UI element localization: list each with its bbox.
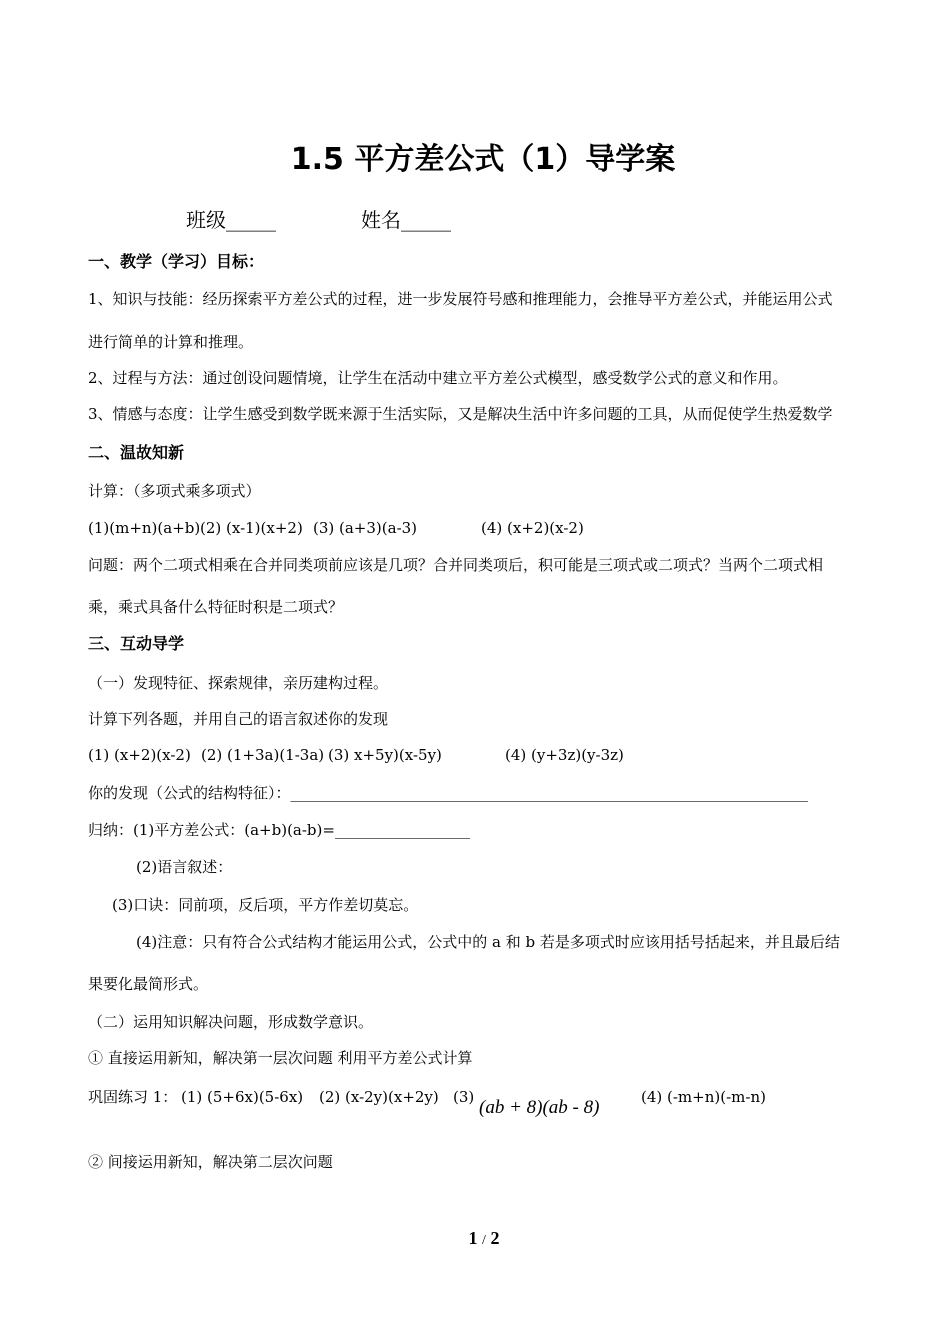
goal-process: 2、过程与方法：通过创设问题情境，让学生在活动中建立平方差公式模型，感受数学公式的意义和作用。 xyxy=(88,369,788,387)
practice-item: (1) (5+6x)(5-6x) xyxy=(181,1088,304,1106)
page-title: 1.5 平方差公式（1）导学案 xyxy=(290,142,676,177)
review-item: (3) (a+3)(a-3) xyxy=(313,519,418,537)
question-line1: 问题：两个二项式相乘在合并同类项前应该是几项？合并同类项后，积可能是三项式或二项式？当两个二项式相 xyxy=(88,556,824,574)
note-line2: 果要化最简形式。 xyxy=(88,975,209,993)
level2-heading: ② 间接运用新知，解决第二层次问题 xyxy=(88,1153,333,1171)
calc-label: 计算：（多项式乘多项式） xyxy=(88,482,261,500)
part1-instruction: 计算下列各题，并用自己的语言叙述你的发现 xyxy=(88,710,389,728)
practice-item: (3) xyxy=(453,1088,475,1106)
page-current: 1 xyxy=(468,1228,478,1248)
practice-item: (4) (-m+n)(-m-n) xyxy=(641,1088,766,1106)
part1-heading: （一）发现特征、探索规律，亲历建构过程。 xyxy=(88,674,389,692)
explore-item: (3) x+5y)(x-5y) xyxy=(328,746,442,764)
note-line1: (4)注意：只有符合公式结构才能运用公式，公式中的 a 和 b 若是多项式时应该用括号括起来，并且最后结 xyxy=(136,933,840,951)
summary-mnemonic: (3)口诀：同前项，反后项，平方作差切莫忘。 xyxy=(112,896,419,914)
summary-verbal: (2)语言叙述： xyxy=(136,858,233,876)
practice-item: (2) (x-2y)(x+2y) xyxy=(319,1088,439,1106)
goal-knowledge-line1: 1、知识与技能：经历探索平方差公式的过程，进一步发展符号感和推理能力，会推导平方差公式，并能运用公式 xyxy=(88,290,833,308)
goal-knowledge-line2: 进行简单的计算和推理。 xyxy=(88,333,254,351)
review-item: (2) (x-1)(x+2) xyxy=(200,519,303,537)
goal-attitude: 3、情感与态度：让学生感受到数学既来源于生活实际，又是解决生活中许多问题的工具，从而促使学生热爱数学 xyxy=(88,405,833,423)
part2-heading: （二）运用知识解决问题，形成数学意识。 xyxy=(88,1013,374,1031)
question-line2: 乘，乘式具备什么特征时积是二项式？ xyxy=(88,598,344,616)
review-item: (4) (x+2)(x-2) xyxy=(481,519,584,537)
explore-item: (4) (y+3z)(y-3z) xyxy=(505,746,624,764)
discovery-line: 你的发现（公式的结构特征）：_____________________________________________________________________ xyxy=(88,784,809,802)
practice-formula: (ab + 8)(ab - 8) xyxy=(479,1097,600,1118)
section-heading-review: 二、温故知新 xyxy=(88,443,185,462)
section-heading-goals: 一、教学（学习）目标： xyxy=(88,252,265,271)
name-field: 姓名_____ xyxy=(361,208,451,232)
section-heading-interactive: 三、互动导学 xyxy=(88,634,185,653)
summary-formula: 归纳：(1)平方差公式：(a+b)(a-b)=__________________ xyxy=(88,821,470,839)
class-field: 班级_____ xyxy=(186,208,276,232)
level1-heading: ① 直接运用新知，解决第一层次问题 利用平方差公式计算 xyxy=(88,1049,473,1067)
page-total: 2 xyxy=(490,1228,500,1248)
review-item: (1)(m+n)(a+b) xyxy=(88,519,201,537)
page-separator: / xyxy=(482,1233,486,1248)
page-number xyxy=(0,1228,950,1249)
explore-item: (1) (x+2)(x-2) xyxy=(88,746,191,764)
explore-item: (2) (1+3a)(1-3a) xyxy=(201,746,325,764)
practice-label: 巩固练习 1： xyxy=(88,1088,178,1106)
